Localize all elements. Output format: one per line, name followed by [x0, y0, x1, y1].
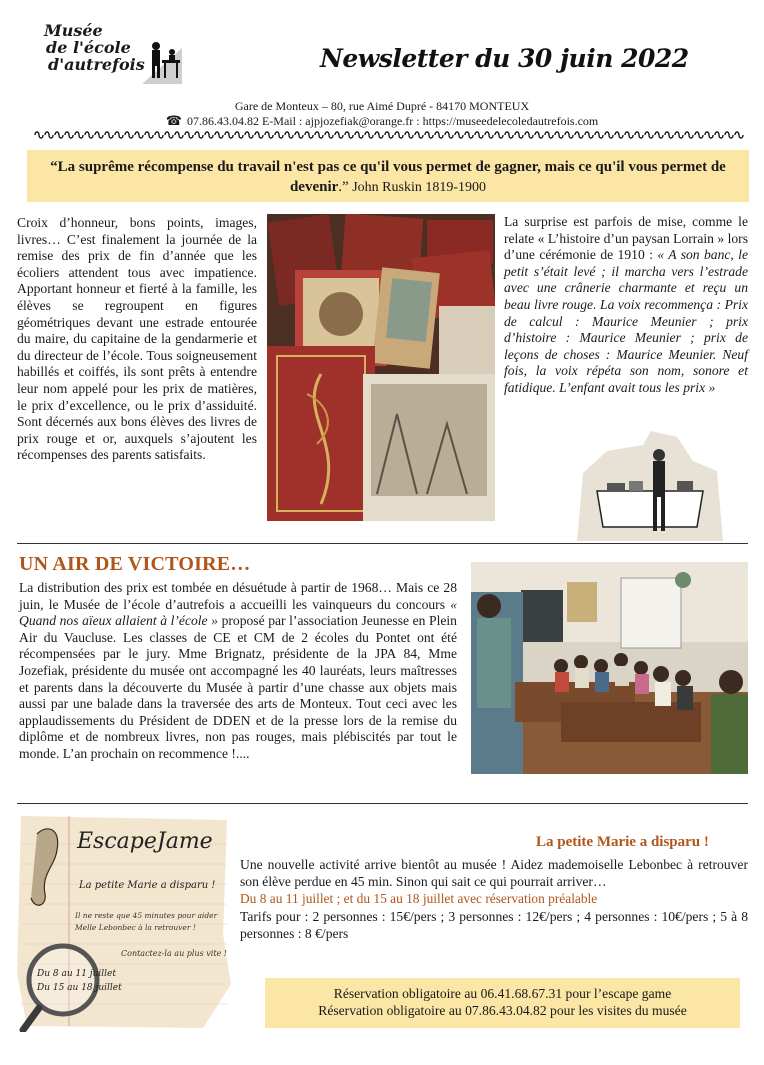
section-divider [17, 543, 748, 544]
prize-day-text: Croix d’honneur, bons points, images, livres… C’est finalement la journée de la remise des prix de fin d’année que les écoliers attendent tous avec impatience. Apportant honneur et fierté à la famille, les élèves se regroupent en figures géométriques devant une estrade entourée du maire, du capitaine de la gendarmerie et du directeur de l’école. Tous soigneusement habillés et coiffés, ils sont prêts à entendre leur nom appelé pour les prix de matières, le prix d’excellence, ou le prix d’assiduité. Sont décernés aux bons élèves des livres de prix rouge et or, auxquels s’ajoutent les récompenses des parents satisfaits. [17, 215, 257, 463]
logo-line: Musée [44, 21, 103, 40]
victory-text [19, 580, 457, 763]
quote-closing: .” [338, 179, 349, 195]
escape-game-title: La petite Marie a disparu ! [536, 834, 709, 850]
anecdote-intro: La surprise est parfois de mise, comme le relate « L’histoire d’un paysan Lorrain » lors d’une cérémonie de 1910 : [504, 214, 748, 263]
classroom-photo [471, 562, 748, 774]
reservation-escape-game: Réservation obligatoire au 06.41.68.67.31 pour l’escape game [333, 986, 672, 1001]
poster-line: Contactez-la au plus vite ! [121, 949, 228, 958]
quote-author: John Ruskin 1819-1900 [348, 180, 487, 195]
newsletter-title: Newsletter du 30 juin 2022 [320, 44, 689, 73]
quote-text: “La suprême récompense du travail n'est pas ce qu'il vous permet de gagner, mais ce qu'il vous permet de devenir [50, 159, 726, 195]
contact-details: 07.86.43.04.82 E-Mail : ajpjozefiak@orange.fr : https://museedelecoledautrefois.com [186, 114, 599, 128]
museum-address: Gare de Monteux – 80, rue Aimé Dupré - 84170 MONTEUX [234, 99, 530, 113]
reservation-box [265, 978, 740, 1028]
escape-game-poster [17, 814, 231, 1032]
poster-line: Du 8 au 11 juillet [37, 969, 116, 979]
victory-text-part: La distribution des prix est tombée en désuétude à partir de 1968… Mais ce 28 juin, le Musée de l’école d’autrefois a accueilli les vainqueurs du concours [19, 580, 457, 612]
escape-game-prices: Tarifs pour : 2 personnes : 15€/pers ; 3 personnes : 12€/pers ; 4 personnes : 10€/pers ; 5 à 8 personnes : 8 €/pers [240, 908, 748, 941]
contest-name: « Quand nos aïeux allaient à l’école » [19, 596, 457, 629]
poster-line: Du 15 au 18 juillet [37, 983, 122, 993]
logo-line: d'autrefois [48, 55, 145, 74]
victory-text-part: proposé par l’association Jeunesse en Plein Air du Vaucluse. Les classes de CE et CM de 2 écoles du Pontet ont été récompensées par le jury. Mme Brignatz, présidente de la JPA 84, Mme Jozefiak, présidente du musée ont accompagné les 40 lauréats, leurs maîtresses et parents dans la découverte du Musée à partir d’une chasse aux objets mais aussi par une balade dans la traversée des arts de Monteux. Tout ceci avec les applaudissements du Président de DDEN et de la presse lors de la remise du diplôme et de nombreux livres, non pas rouges, mais plébiscités par tout le monde. L’an prochain on recommence !.... [19, 613, 457, 761]
escape-game-description: Une nouvelle activité arrive bientôt au musée ! Aidez mademoiselle Lebonbec à retrouver son élève perdue en 45 min. Sinon qui sait ce qui pourrait arriver… [240, 857, 748, 890]
prize-ceremony-illustration [577, 431, 723, 541]
prize-books-photo [267, 214, 495, 521]
section-divider [17, 803, 748, 804]
logo-text [44, 22, 145, 73]
decorative-border [34, 130, 744, 140]
poster-line: La petite Marie a disparu ! [79, 880, 216, 891]
phone-icon: ☎ [165, 113, 182, 128]
poster-line: Melle Lebonbec à la retrouver ! [75, 923, 196, 932]
museum-logo [44, 22, 184, 90]
anecdote-text [504, 214, 748, 397]
escape-game-dates: Du 8 au 11 juillet ; et du 15 au 18 juillet avec réservation préalable [240, 891, 598, 907]
logo-line: de l'école [46, 38, 131, 57]
anecdote-quote: « A son banc, le petit s’était levé ; il marcha vers l’estrade avec une crânerie charmante et reçu un beau livre rouge. La voix recommença : Prix de calcul : Maurice Meunier ; prix d’histoire : Maurice Meunier ; prix de leçons de choses : Maurice Meunier. Neuf fois, la voix répéta son nom, sonore et fatidique. L’enfant avait tous les prix » [504, 247, 748, 395]
museum-contact [0, 113, 764, 129]
reservation-museum: Réservation obligatoire au 07.86.43.04.82 pour les visites du musée [318, 1003, 687, 1018]
poster-line: Il ne reste que 45 minutes pour aider [75, 911, 218, 920]
escape-game-text [240, 856, 748, 942]
poster-title: EscapeJame [77, 829, 213, 854]
teacher-desk-icon [142, 40, 182, 84]
victory-title: UN AIR DE VICTOIRE… [19, 553, 251, 575]
quote-box [27, 150, 749, 202]
